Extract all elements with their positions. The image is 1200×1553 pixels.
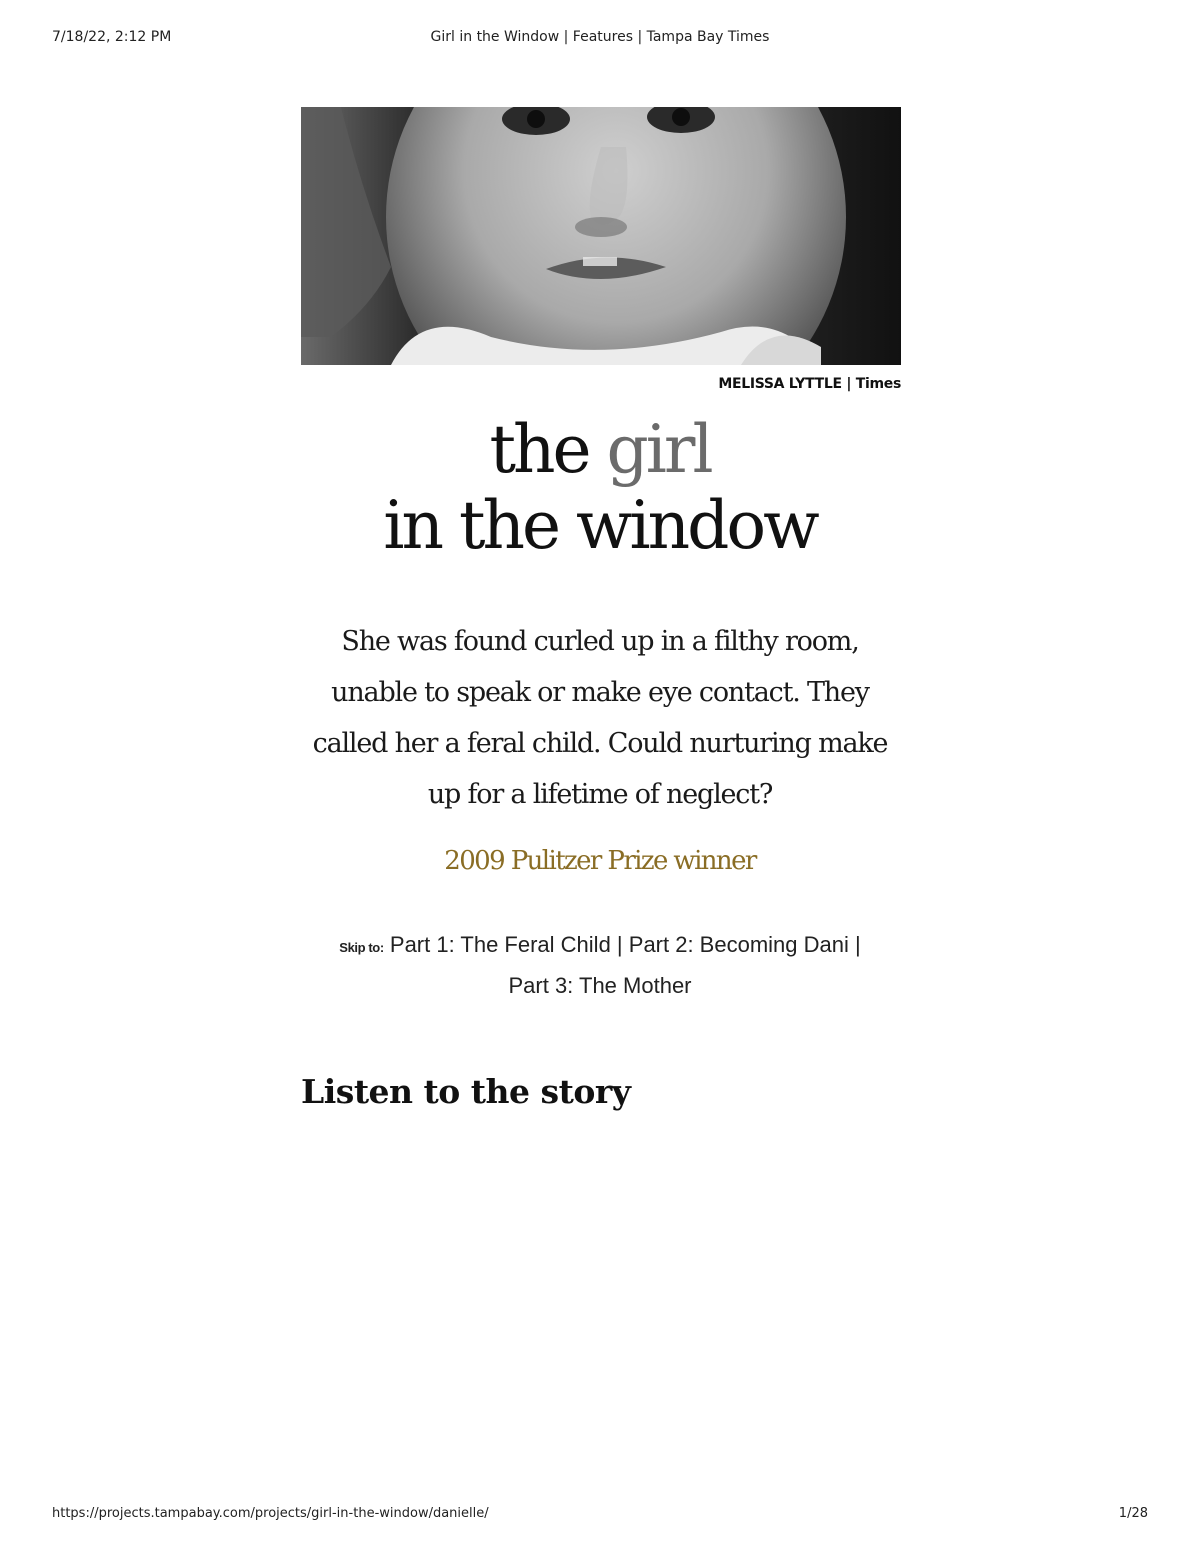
skip-link-part-1[interactable]: Part 1: The Feral Child [389,932,611,957]
photo-credit: MELISSA LYTTLE | Times [718,376,901,392]
print-footer [52,1506,1148,1526]
hero-photo [301,107,901,365]
print-page-number: 1/28 [1118,1506,1148,1521]
headline-word-the: the [489,411,589,488]
skip-separator: | [848,932,861,957]
headline-accent-word: girl [606,411,711,488]
headline-line-2: in the window [383,487,817,564]
print-url: https://projects.tampabay.com/projects/girl-in-the-window/danielle/ [52,1506,489,1521]
print-page-title: Girl in the Window | Features | Tampa Bay Times [430,29,770,45]
skip-separator: | [610,932,629,957]
skip-to-label: Skip to: [339,940,384,955]
headline [0,412,1200,564]
print-date: 7/18/22, 2:12 PM [52,29,172,45]
skip-navigation [0,926,1200,1005]
pulitzer-prize-badge: 2009 Pulitzer Prize winner [444,846,756,876]
listen-to-story-heading: Listen to the story [301,1072,631,1111]
print-header [52,29,1148,49]
hero-photo-illustration [301,107,901,365]
story-dek: She was found curled up in a filthy room, unable to speak or make eye contact. They called her a feral child. Could nurturing make up for a lifetime of neglect? [312,626,888,810]
skip-link-part-2[interactable]: Part 2: Becoming Dani [628,932,849,957]
skip-link-part-3[interactable]: Part 3: The Mother [508,973,692,998]
